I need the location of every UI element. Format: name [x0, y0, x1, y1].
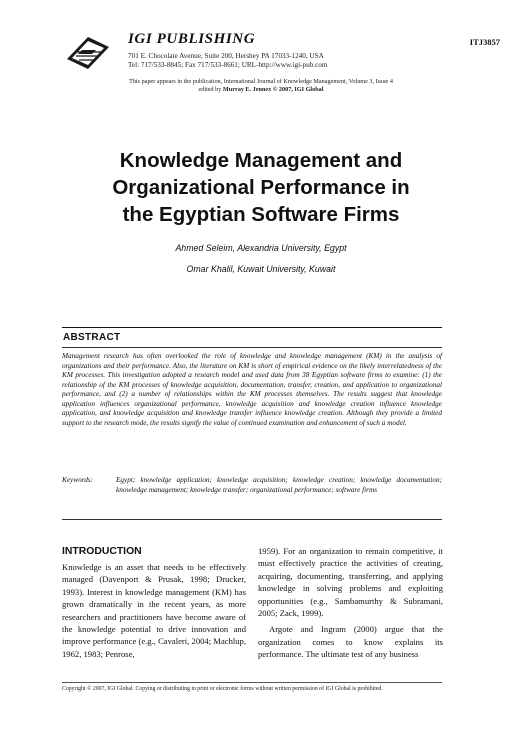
- abstract-bottom-rule: [62, 519, 442, 520]
- publication-note: [60, 78, 462, 95]
- keywords-label: Keywords:: [62, 476, 94, 484]
- introduction-right-column: [258, 545, 443, 661]
- title-line-3: the Egyptian Software Firms: [122, 203, 400, 226]
- editor-name: Murray E. Jennex © 2007, IGI Global: [222, 86, 324, 94]
- right-column-paragraph-1: 1959). For an organization to remain competitive, it must effectively practice the activities of creating, acquiring, documenting, transferring, and applying knowledge in solving problems and exploiting opportunities (e.g., Sambamurthy & Subramani, 2005; Zack, 1999).: [258, 546, 443, 619]
- right-column-paragraph-2: Argote and Ingram (2000) argue that the organization comes to know explains its performance. The ultimate test of any business: [258, 624, 443, 660]
- contact-line: Tel: 717/533-8845; Fax 717/533-8661; URL-http://www.igi-pub.com: [128, 61, 328, 69]
- title-line-1: Knowledge Management and: [119, 149, 403, 172]
- publisher-address: [128, 52, 327, 70]
- introduction-left-column: Knowledge is an asset that needs to be effectively managed (Davenport & Prusak, 1998; Drucker, 1993). Interest in knowledge management (KM) has grown dramatically in the recent years, as more researchers and practitioners have become aware of the knowledge potential to drive innovation and improve performance (e.g., Cavaleri, 2004; Machlup, 1962, 1983; Penrose,: [62, 562, 246, 659]
- editor-prefix: edited by: [198, 86, 222, 94]
- paper-title: [40, 147, 482, 228]
- author-2: Omar Khalil, Kuwait University, Kuwait: [186, 264, 336, 274]
- introduction-heading: INTRODUCTION: [62, 546, 142, 557]
- abstract-heading: ABSTRACT: [63, 332, 121, 343]
- publisher-name: IGI PUBLISHING: [128, 31, 256, 47]
- address-line: 701 E. Chocolate Avenue, Suite 200, Hershey PA 17033-1240, USA: [128, 52, 324, 60]
- keywords-text: Egypt; knowledge application; knowledge acquisition; knowledge creation; knowledge documentation; knowledge management; knowledge transfer; organizational performance; software firms: [116, 476, 442, 494]
- abstract-text: Management research has often overlooked the role of knowledge and knowledge management (KM) in the analysis of organizations and their performance. Also, the literature on KM is short of empirical evidence on the likely interrelatedness of the KM processes. This investigation adopted a research model and used data from 38 Egyptian software firms to examine: (1) the relationship of the KM processes of knowledge acquisition, documentation, transfer, creation, and application to organizational performance, and (2) a number of relationships within the KM processes themselves. The results suggest that knowledge application influences organizational performance, knowledge acquisition and knowledge creation influence knowledge application, and knowledge acquisition and knowledge transfer influence knowledge creation. Although they provide a limited support to the research mode, the results signify the value of continued examination and enhancement of such a model.: [62, 352, 442, 427]
- abstract-top-rule: [62, 327, 442, 328]
- igi-logo-icon: [66, 36, 110, 70]
- footer-rule: [62, 682, 442, 683]
- title-line-2: Organizational Performance in: [112, 176, 410, 199]
- publication-line: This paper appears in the publication, International Journal of Knowledge Management, Volume 3, Issue 4: [129, 78, 393, 85]
- article-code: ITJ3857: [469, 37, 500, 47]
- copyright-footer: Copyright © 2007, IGI Global. Copying or distributing in print or electronic forms without written permission of IGI Global is prohibited.: [62, 686, 383, 692]
- author-1: Ahmed Seleim, Alexandria University, Egypt: [175, 243, 347, 253]
- abstract-divider: [62, 347, 442, 348]
- editor-line: [60, 86, 462, 94]
